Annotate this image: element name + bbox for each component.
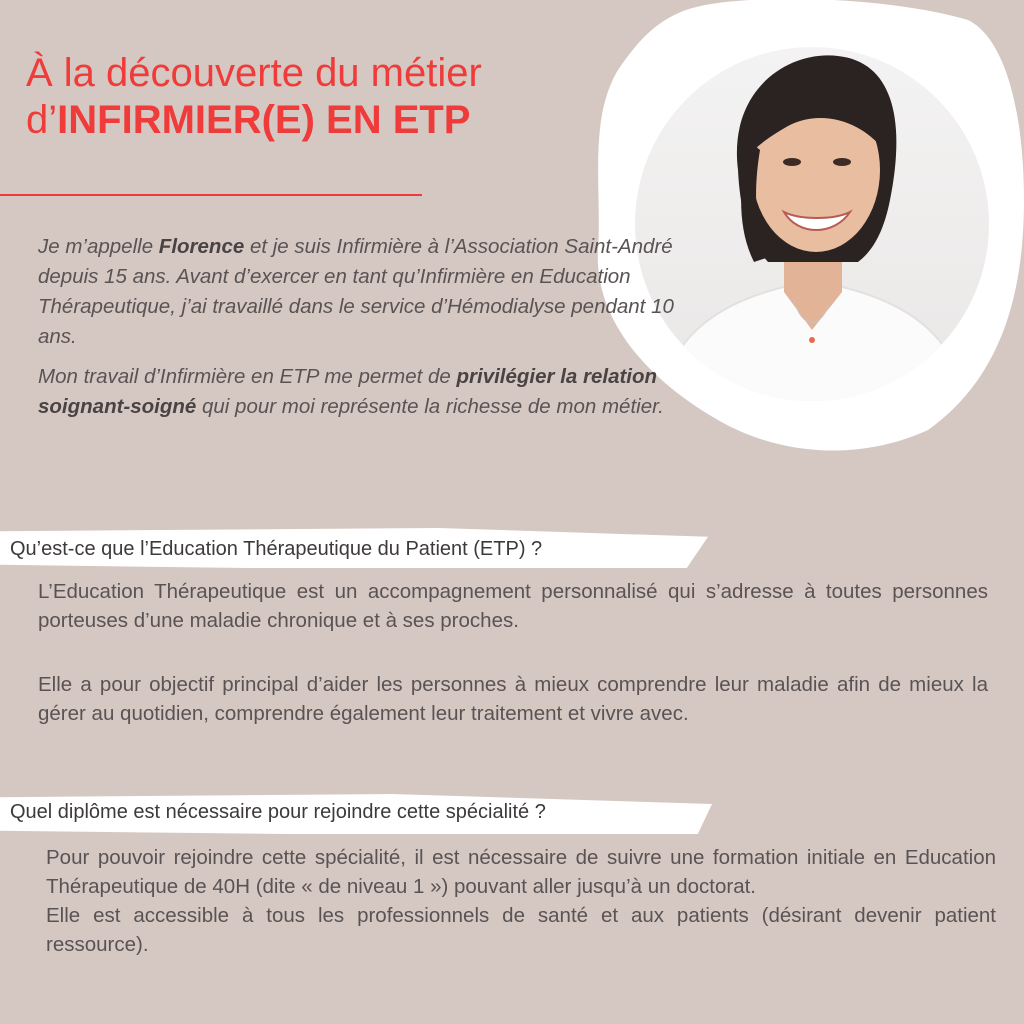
section-1-heading: Qu’est-ce que l’Education Thérapeutique du Patient (ETP) ? xyxy=(10,538,543,560)
title-line-2-prefix: d’ xyxy=(26,98,58,142)
intro-highlight: privilégier la relation soignant-soigné xyxy=(38,365,658,418)
title-line-1: À la découverte du métier xyxy=(26,51,482,95)
intro-p2-start: Mon travail d’Infirmière en ETP me permet de xyxy=(38,365,457,388)
section-2-sentence-2: Elle est accessible à tous les professionnels de santé et aux patients (désirant devenir patient ressource). xyxy=(46,904,996,956)
intro-paragraph-1 xyxy=(38,232,688,352)
intro-paragraph-2 xyxy=(38,362,688,422)
section-2-sentence-1: Pour pouvoir rejoindre cette spécialité, il est nécessaire de suivre une formation initiale en Education Thérapeutique de 40H (dite « de niveau 1 ») pouvant aller jusqu’à un doctorat. xyxy=(46,846,996,898)
title-line-2-strong: INFIRMIER(E) EN ETP xyxy=(57,98,471,142)
section-1-paragraph-2: Elle a pour objectif principal d’aider les personnes à mieux comprendre leur maladie afin de mieux la gérer au quotidien, comprendre également leur traitement et vivre avec. xyxy=(38,673,988,725)
intro-text xyxy=(38,232,688,432)
intro-p2-end: qui pour moi représente la richesse de mon métier. xyxy=(196,395,664,418)
intro-p1-end: et je suis Infirmière à l’Association Saint-André depuis 15 ans. Avant d’exercer en tant qu’Infirmière en Education Thérapeutique, j’ai travaillé dans le service d’Hémodialyse pendant 10 ans. xyxy=(38,235,674,348)
title-underline xyxy=(0,194,422,196)
intro-name: Florence xyxy=(158,235,245,258)
section-2-heading: Quel diplôme est nécessaire pour rejoindre cette spécialité ? xyxy=(10,801,546,823)
section-2-paragraph xyxy=(46,843,996,959)
section-1-paragraph-1: L’Education Thérapeutique est un accompagnement personnalisé qui s’adresse à toutes personnes porteuses d’une maladie chronique et à ses proches. xyxy=(38,580,988,632)
intro-p1-start: Je m’appelle xyxy=(38,235,159,258)
page-title xyxy=(26,50,482,144)
